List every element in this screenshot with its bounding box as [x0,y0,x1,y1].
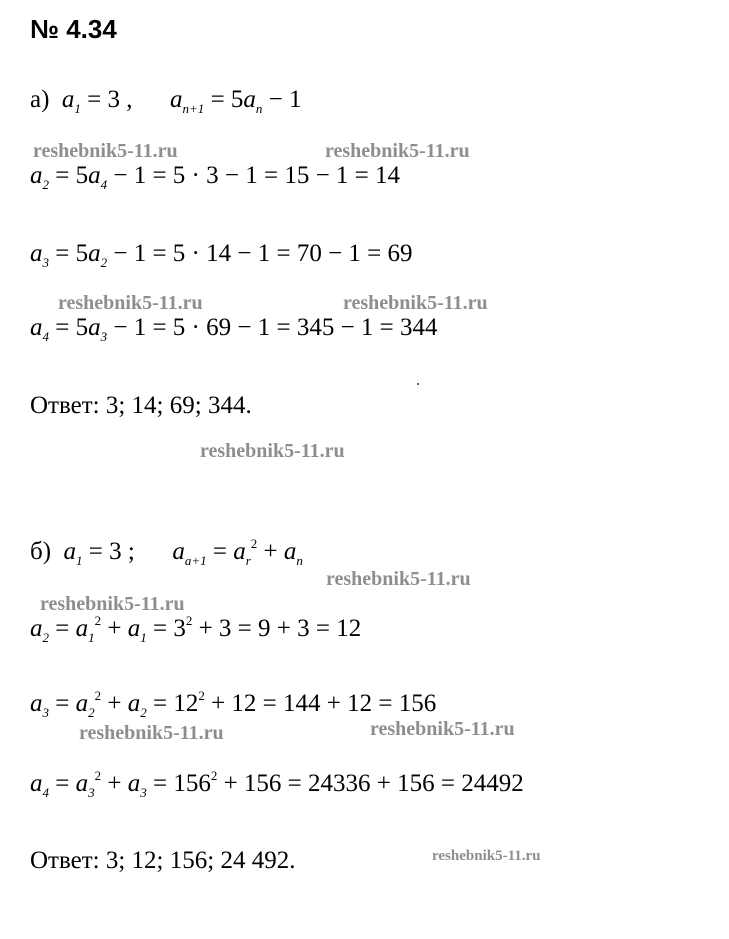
part-b-step-3: $a_4 = a_3^2 + a_3 = 156^2 + 156 = 24336 + 156 = 24492$ [30,768,524,800]
watermark-1: reshebnik5-11.ru [33,140,178,162]
part-a-first-term: $a_1 = 3$ , [61,86,133,116]
watermark-4: reshebnik5-11.ru [343,292,488,314]
part-b-given [30,538,303,566]
watermark-5: reshebnik5-11.ru [200,440,345,462]
watermark-3: reshebnik5-11.ru [58,292,203,314]
part-b-first-term: $a_1 = 3$ ; [63,538,135,568]
part-a-step-3: $a_4 = 5a_3 - 1 = 5 \cdot 69 - 1 = 345 - 1 = 344$ [30,314,438,344]
part-b-label: б) [30,538,52,565]
watermark-8: reshebnik5-11.ru [79,722,224,744]
part-b-step-1: $a_2 = a_1^2 + a_1 = 3^2 + 3 = 9 + 3 = 12$ [30,613,362,645]
problem-number: № 4.34 [30,14,117,44]
part-b-recurrence: $a_{a+1} = a_r^2 + a_n$ [172,536,303,568]
part-b-answer: Ответ: 3; 12; 156; 24 492. [30,847,296,874]
part-a-step-1: $a_2 = 5a_4 - 1 = 5 \cdot 3 - 1 = 15 - 1 = 14$ [30,162,401,192]
watermark-9: reshebnik5-11.ru [370,718,515,740]
part-a-step-2: $a_3 = 5a_2 - 1 = 5 \cdot 14 - 1 = 70 - 1 = 69$ [30,240,413,270]
stray-dot [417,383,419,385]
watermark-6: reshebnik5-11.ru [326,568,471,590]
part-a-given [30,86,302,114]
part-a-recurrence: $a_{n+1} = 5a_n - 1$ [170,86,302,116]
part-a-label: а) [30,86,50,113]
part-a-answer: Ответ: 3; 14; 69; 344. [30,392,252,419]
watermark-2: reshebnik5-11.ru [325,140,470,162]
part-b-step-2: $a_3 = a_2^2 + a_2 = 12^2 + 12 = 144 + 12 = 156$ [30,688,437,720]
watermark-7: reshebnik5-11.ru [40,593,185,615]
watermark-10: reshebnik5-11.ru [432,848,541,864]
